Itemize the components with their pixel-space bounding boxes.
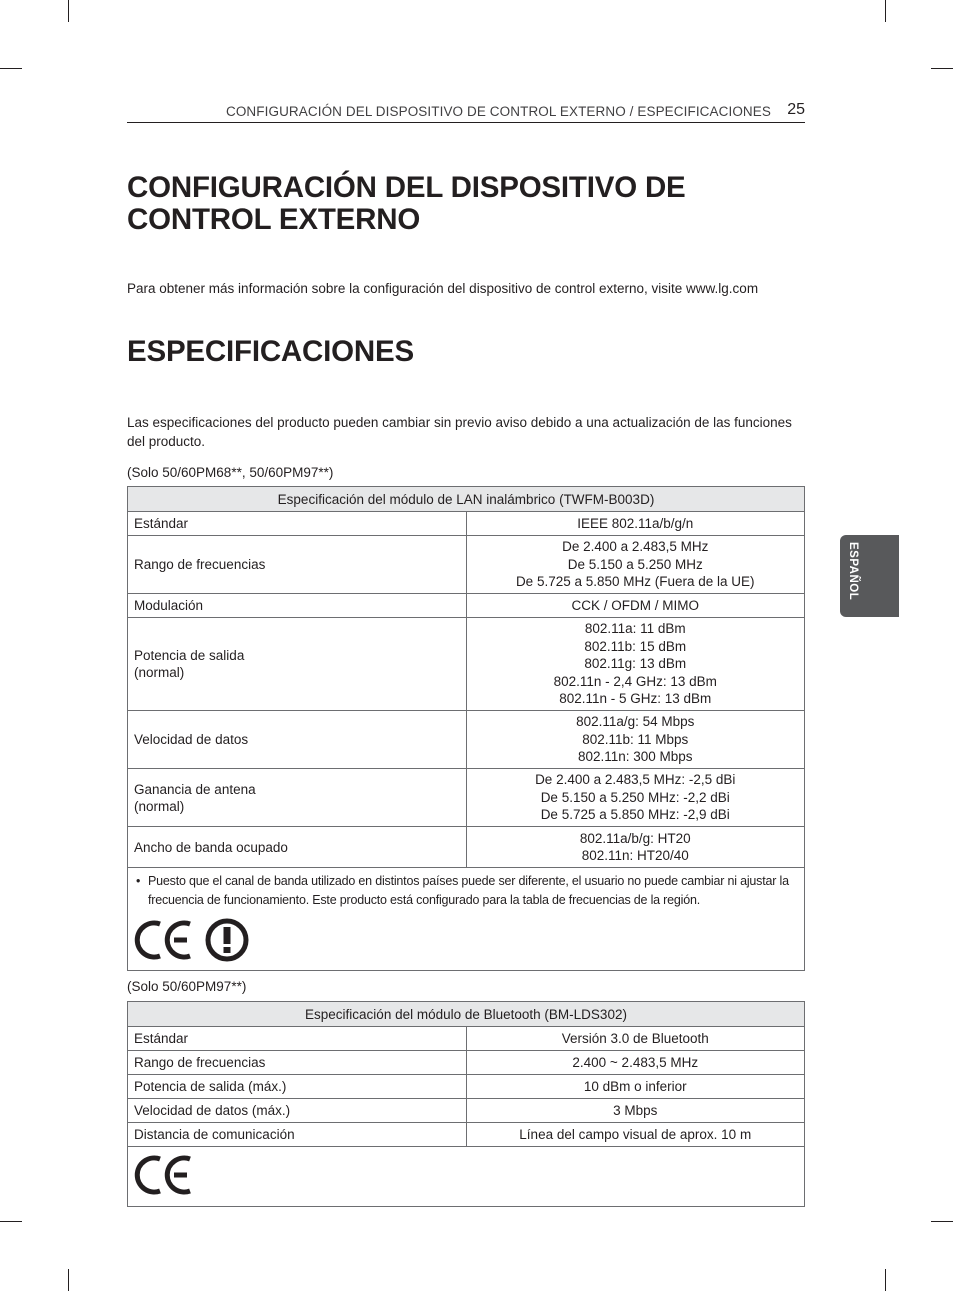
- value-cell: [466, 512, 805, 536]
- table-row: [128, 1099, 805, 1123]
- wlan-spec-table: [127, 486, 805, 971]
- value-cell: Versión 3.0 de Bluetooth: [466, 1027, 805, 1051]
- crop-mark: [68, 0, 69, 22]
- value-line: De 5.150 a 5.250 MHz: [567, 556, 703, 572]
- value-cell: 10 dBm o inferior: [466, 1075, 805, 1099]
- bt-model-note: (Solo 50/60PM97**): [127, 979, 247, 994]
- table-row: [128, 1123, 805, 1147]
- value-cell: [466, 536, 805, 594]
- wlan-model-note: (Solo 50/60PM68**, 50/60PM97**): [127, 465, 334, 480]
- param-cell: [128, 618, 467, 711]
- language-tab-label: ESPAÑOL: [847, 542, 859, 601]
- crop-mark: [68, 1269, 69, 1291]
- table-row: [128, 1051, 805, 1075]
- page-number: 25: [787, 101, 805, 118]
- value-line: De 2.400 a 2.483,5 MHz: -2,5 dBi: [535, 772, 736, 788]
- bt-table-header: Especificación del módulo de Bluetooth (BM-LDS302): [128, 1002, 805, 1027]
- section-title-specs: ESPECIFICACIONES: [127, 335, 414, 368]
- table-row: [128, 618, 805, 711]
- running-header: [127, 100, 805, 123]
- certification-marks: [128, 1147, 805, 1207]
- value-line: 802.11b: 15 dBm: [584, 638, 687, 654]
- value-line: 802.11n - 5 GHz: 13 dBm: [559, 691, 712, 707]
- crop-mark: [0, 68, 22, 69]
- note-text: Puesto que el canal de banda utilizado en distintos países puede ser diferente, el usuario no puede cambiar ni ajustar la frecuencia de funcionamiento. Este producto está configurado para la tabla de frecuencias de la región.: [148, 874, 789, 907]
- value-cell: Línea del campo visual de aprox. 10 m: [466, 1123, 805, 1147]
- param-cell: Distancia de comunicación: [128, 1123, 467, 1147]
- certification-marks: [134, 916, 798, 964]
- value-line: 802.11a/g: 54 Mbps: [576, 714, 695, 730]
- ce-mark-icon: [134, 918, 194, 962]
- ce-mark-icon: [134, 1153, 194, 1197]
- value-cell: [466, 827, 805, 868]
- section-title-config: CONFIGURACIÓN DEL DISPOSITIVO DE CONTROL EXTERNO: [127, 171, 686, 236]
- value-line: De 5.725 a 5.850 MHz (Fuera de la UE): [515, 574, 755, 590]
- value-line: 802.11b: 11 Mbps: [582, 731, 689, 747]
- bullet-icon: •: [136, 874, 141, 888]
- param-cell: Velocidad de datos (máx.): [128, 1099, 467, 1123]
- param-cell: Estándar: [128, 512, 467, 536]
- value-line: 802.11a/b/g: HT20: [579, 830, 691, 846]
- note-item: [134, 872, 798, 910]
- param-line: (normal): [134, 665, 185, 680]
- param-cell: Rango de frecuencias: [128, 536, 467, 594]
- value-line: De 5.725 a 5.850 MHz: -2,9 dBi: [540, 807, 730, 823]
- param-cell: Ancho de banda ocupado: [128, 827, 467, 868]
- param-line: (normal): [134, 798, 185, 814]
- specs-intro: Las especificaciones del producto pueden cambiar sin previo aviso debido a una actualización de las funciones del producto.: [127, 415, 792, 449]
- table-row: [128, 868, 805, 971]
- value-line: 802.11n - 2,4 GHz: 13 dBm: [553, 673, 717, 689]
- value-line: 802.11n: HT20/40: [581, 848, 689, 863]
- table-row: [128, 1147, 805, 1207]
- param-cell: [128, 769, 467, 827]
- param-cell: Estándar: [128, 1027, 467, 1051]
- table-row: [128, 769, 805, 827]
- value-line: De 2.400 a 2.483,5 MHz: [562, 539, 709, 555]
- wlan-table-header: Especificación del módulo de LAN inalámbrico (TWFM-B003D): [128, 487, 805, 512]
- language-tab: [840, 535, 899, 617]
- crop-mark: [885, 1269, 886, 1291]
- table-row: [128, 711, 805, 769]
- table-row: [128, 1027, 805, 1051]
- value-cell: [466, 711, 805, 769]
- value-line: IEEE 802.11a/b/g/n: [577, 515, 694, 531]
- value-line: De 5.150 a 5.250 MHz: -2,2 dBi: [540, 789, 730, 805]
- value-line: 802.11n: 300 Mbps: [577, 749, 693, 765]
- value-cell: [466, 769, 805, 827]
- note-cell: [128, 868, 805, 971]
- param-line: Ganancia de antena: [134, 781, 256, 797]
- bt-spec-table: [127, 1001, 805, 1207]
- table-row: [128, 1075, 805, 1099]
- param-cell: Velocidad de datos: [128, 711, 467, 769]
- crop-mark: [885, 0, 886, 22]
- param-cell: Potencia de salida (máx.): [128, 1075, 467, 1099]
- running-title: CONFIGURACIÓN DEL DISPOSITIVO DE CONTROL EXTERNO / ESPECIFICACIONES: [225, 104, 771, 119]
- value-cell: [466, 618, 805, 711]
- table-row: [128, 827, 805, 868]
- value-line: CCK / OFDM / MIMO: [571, 597, 699, 613]
- alert-class-2-icon: [202, 916, 252, 964]
- param-cell: Modulación: [128, 594, 467, 618]
- value-cell: [466, 594, 805, 618]
- param-line: Potencia de salida: [134, 648, 245, 663]
- value-line: 802.11g: 13 dBm: [584, 656, 687, 672]
- crop-mark: [931, 1221, 953, 1222]
- table-row: [128, 594, 805, 618]
- config-paragraph: Para obtener más información sobre la configuración del dispositivo de control externo, visite www.lg.com: [127, 281, 759, 296]
- value-line: 802.11a: 11 dBm: [584, 621, 686, 637]
- crop-mark: [0, 1221, 22, 1222]
- table-row: [128, 536, 805, 594]
- value-cell: 3 Mbps: [466, 1099, 805, 1123]
- param-cell: Rango de frecuencias: [128, 1051, 467, 1075]
- crop-mark: [931, 68, 953, 69]
- table-row: [128, 512, 805, 536]
- value-cell: 2.400 ~ 2.483,5 MHz: [466, 1051, 805, 1075]
